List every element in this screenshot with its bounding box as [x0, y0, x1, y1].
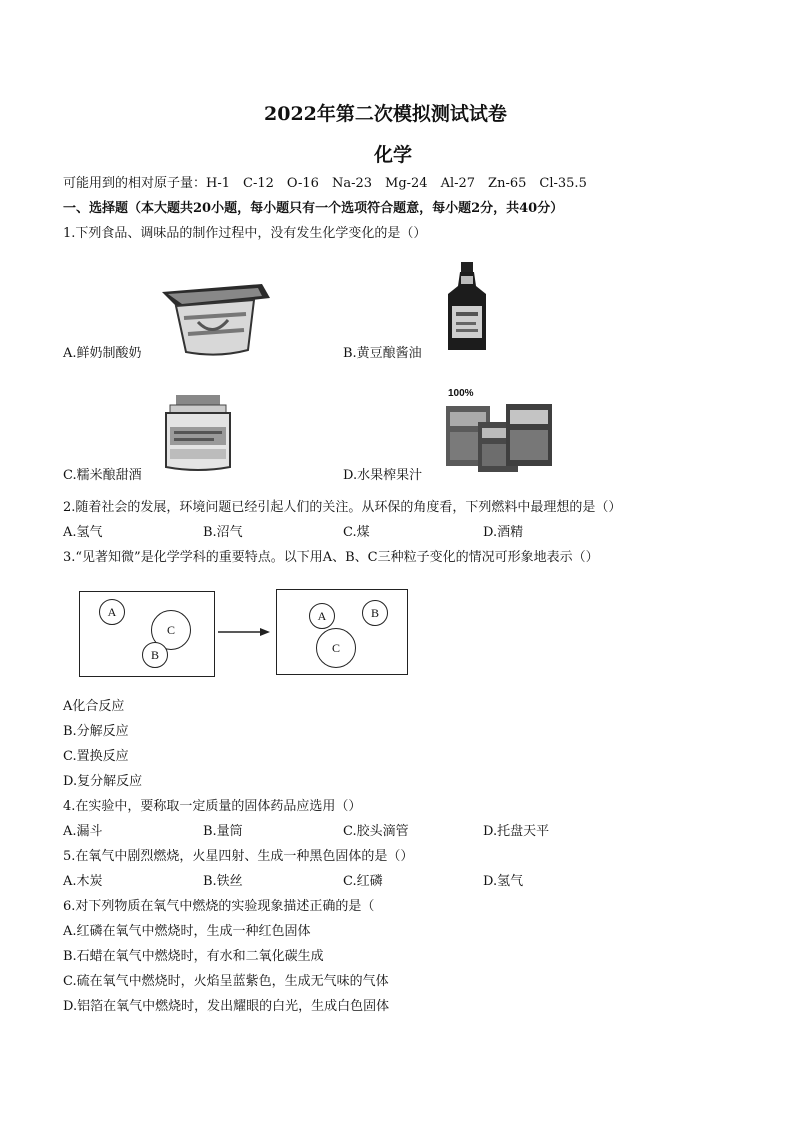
q4-option-d: D.托盘天平: [483, 824, 550, 839]
atomic-mass-note: 可能用到的相对原子量：H-1 C-12 O-16 Na-23 Mg-24 Al-27 Zn-65 Cl-35.5: [63, 176, 587, 191]
section-heading: 一、选择题（本大题共20小题，每小题只有一个选项符合题意，每小题2分，共40分）: [63, 201, 564, 216]
q2-option-a: A.氢气: [63, 525, 103, 540]
q5-option-c: C.红磷: [343, 874, 383, 889]
q4-stem: 4.在实验中，要称取一定质量的固体药品应选用（）: [63, 799, 362, 814]
q5-option-d: D.氢气: [483, 874, 524, 889]
juice-label: 100%: [448, 388, 474, 399]
particle-c: C: [316, 628, 356, 668]
q6-stem: 6.对下列物质在氧气中燃烧的实验现象描述正确的是（: [63, 899, 375, 914]
particle-a: A: [99, 599, 125, 625]
q1-option-b: B.黄豆酿酱油: [343, 346, 422, 361]
q2-option-c: C.煤: [343, 525, 370, 540]
rice-wine-image: [160, 393, 236, 473]
q2-stem: 2.随着社会的发展，环境问题已经引起人们的关注。从环保的角度看，下列燃料中最理想的是（）: [63, 500, 622, 515]
q2-option-d: D.酒精: [483, 525, 524, 540]
particle-c: C: [151, 610, 191, 650]
subject-title: 化学: [374, 144, 413, 166]
q6-option-d: D.铝箔在氧气中燃烧时，发出耀眼的白光，生成白色固体: [63, 999, 390, 1014]
particle-b: B: [362, 600, 388, 626]
particle-a: A: [309, 603, 335, 629]
q5-option-b: B.铁丝: [203, 874, 243, 889]
q1-option-c: C.糯米酿甜酒: [63, 468, 142, 483]
product-box: [276, 589, 408, 675]
reactant-box: [79, 591, 215, 677]
q2-option-b: B.沼气: [203, 525, 243, 540]
soy-sauce-image: [444, 262, 490, 352]
q5-stem: 5.在氧气中剧烈燃烧，火星四射、生成一种黑色固体的是（）: [63, 849, 414, 864]
exam-title: 2022年第二次模拟测试试卷: [264, 103, 507, 125]
q5-option-a: A.木炭: [63, 874, 103, 889]
q3-option-b: B.分解反应: [63, 724, 129, 739]
reaction-arrow: [216, 626, 272, 638]
q4-option-c: C.胶头滴管: [343, 824, 409, 839]
yogurt-image: [158, 278, 272, 358]
q1-option-a: A.鲜奶制酸奶: [63, 346, 142, 361]
q4-option-b: B.量筒: [203, 824, 243, 839]
juice-boxes-image: [444, 398, 556, 474]
q6-option-c: C.硫在氧气中燃烧时，火焰呈蓝紫色，生成无气味的气体: [63, 974, 389, 989]
q1-stem: 1.下列食品、调味品的制作过程中，没有发生化学变化的是（）: [63, 226, 427, 241]
particle-b: B: [142, 642, 168, 668]
q6-option-a: A.红磷在氧气中燃烧时，生成一种红色固体: [63, 924, 311, 939]
q3-option-c: C.置换反应: [63, 749, 129, 764]
q6-option-b: B.石蜡在氧气中燃烧时，有水和二氧化碳生成: [63, 949, 324, 964]
q1-option-d: D.水果榨果汁: [343, 468, 423, 483]
q4-option-a: A.漏斗: [63, 824, 103, 839]
q3-stem: 3.“见著知微”是化学学科的重要特点。以下用A、B、C三种粒子变化的情况可形象地表示（）: [63, 550, 599, 565]
q3-option-d: D.复分解反应: [63, 774, 143, 789]
q3-option-a: A化合反应: [63, 699, 125, 714]
